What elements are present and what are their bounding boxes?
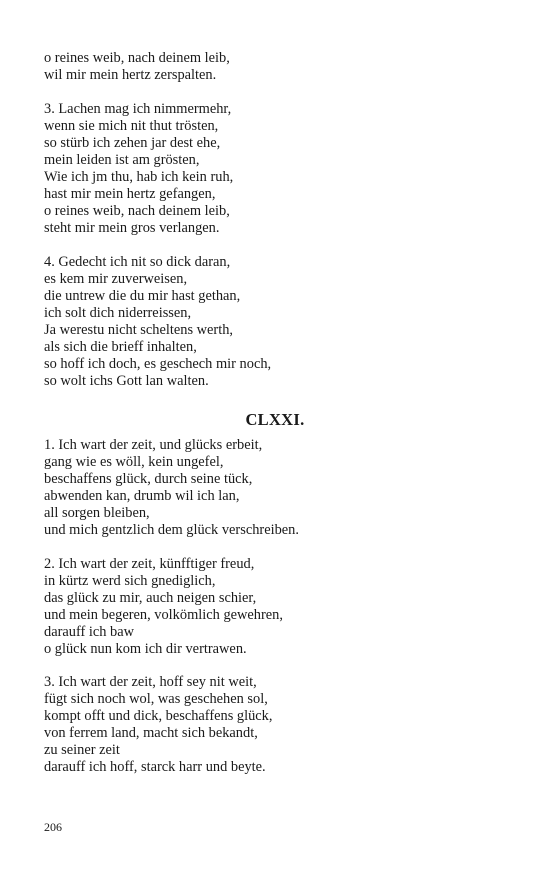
page-number: 206 <box>44 820 62 834</box>
verse-line: hast mir mein hertz gefangen, <box>44 186 216 202</box>
verse-line: es kem mir zuverweisen, <box>44 271 188 287</box>
verse-line: in kürtz werd sich gnediglich, <box>44 573 216 589</box>
verse-line: und mich gentzlich dem glück verschreiben. <box>44 522 299 538</box>
verse-line: o reines weib, nach deinem leib, <box>44 203 230 219</box>
verse-line: als sich die brieff inhalten, <box>44 339 197 355</box>
stanza-closing-lines <box>44 50 514 84</box>
verse-line: die untrew die du mir hast gethan, <box>44 288 241 304</box>
verse-line: darauff ich baw <box>44 624 135 640</box>
section-heading: CLXXI. <box>245 410 305 429</box>
verse-line: abwenden kan, drumb wil ich lan, <box>44 488 240 504</box>
stanza-2 <box>44 556 514 658</box>
stanza-3-bottom <box>44 674 514 776</box>
verse-line: o reines weib, nach deinem leib, <box>44 50 230 66</box>
verse-line: beschaffens glück, durch seine tück, <box>44 471 253 487</box>
stanza-4 <box>44 254 514 390</box>
verse-line: kompt offt und dick, beschaffens glück, <box>44 708 273 724</box>
verse-line: und mein begeren, volkömlich gewehren, <box>44 607 283 623</box>
verse-line: mein leiden ist am grösten, <box>44 152 200 168</box>
verse-line: steht mir mein gros verlangen. <box>44 220 220 236</box>
verse-line: 3. Lachen mag ich nimmermehr, <box>44 101 232 117</box>
verse-line: Ja werestu nicht scheltens werth, <box>44 322 234 338</box>
verse-line: Wie ich jm thu, hab ich kein ruh, <box>44 169 234 185</box>
stanza-3 <box>44 101 514 237</box>
verse-line: fügt sich noch wol, was geschehen sol, <box>44 691 268 707</box>
verse-line: zu seiner zeit <box>44 742 120 758</box>
verse-line: 3. Ich wart der zeit, hoff sey nit weit, <box>44 674 257 690</box>
verse-line: darauff ich hoff, starck harr und beyte. <box>44 759 266 775</box>
verse-line: von ferrem land, macht sich bekandt, <box>44 725 258 741</box>
verse-line: so wolt ichs Gott lan walten. <box>44 373 209 389</box>
verse-line: das glück zu mir, auch neigen schier, <box>44 590 257 606</box>
stanza-1 <box>44 437 514 539</box>
verse-line: wil mir mein hertz zerspalten. <box>44 67 217 83</box>
verse-line: all sorgen bleiben, <box>44 505 150 521</box>
verse-line: o glück nun kom ich dir vertrawen. <box>44 641 247 657</box>
verse-line: so stürb ich zehen jar dest ehe, <box>44 135 221 151</box>
verse-line: ich solt dich niderreissen, <box>44 305 192 321</box>
verse-line: gang wie es wöll, kein ungefel, <box>44 454 224 470</box>
verse-line: 4. Gedecht ich nit so dick daran, <box>44 254 231 270</box>
verse-line: 1. Ich wart der zeit, und glücks erbeit, <box>44 437 263 453</box>
verse-line: so hoff ich doch, es geschech mir noch, <box>44 356 272 372</box>
verse-line: wenn sie mich nit thut trösten, <box>44 118 219 134</box>
verse-line: 2. Ich wart der zeit, künfftiger freud, <box>44 556 255 572</box>
